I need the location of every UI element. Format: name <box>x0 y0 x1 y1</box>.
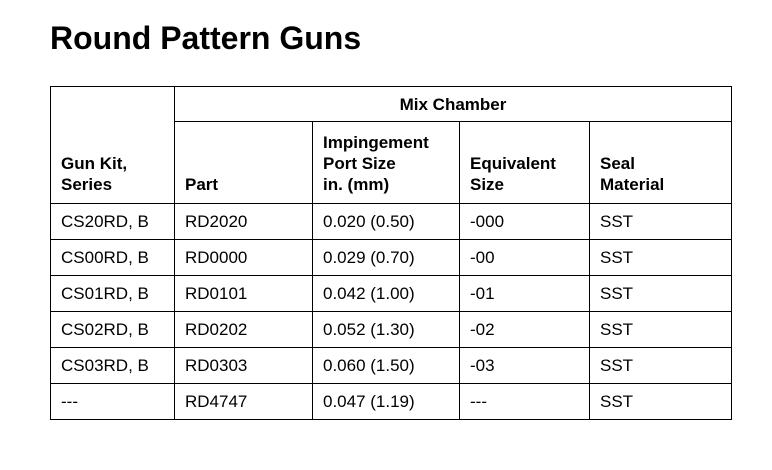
header-gun-kit-line: Gun Kit, <box>61 154 128 173</box>
spec-table <box>50 86 732 420</box>
cell-seal-material: SST <box>590 276 732 312</box>
cell-part: RD0202 <box>175 312 313 348</box>
cell-seal-material: SST <box>590 348 732 384</box>
header-part-line: Part <box>185 175 219 194</box>
table-row <box>51 384 732 420</box>
cell-gun-kit: CS02RD, B <box>51 312 175 348</box>
table-row <box>51 348 732 384</box>
cell-port-size: 0.047 (1.19) <box>313 384 460 420</box>
header-seal-material-line: Material <box>600 175 665 194</box>
cell-gun-kit: CS20RD, B <box>51 204 175 240</box>
header-part <box>175 122 313 204</box>
cell-gun-kit: CS03RD, B <box>51 348 175 384</box>
table-row <box>51 276 732 312</box>
table-row <box>51 312 732 348</box>
header-port-size-line: in. (mm) <box>323 175 390 194</box>
cell-seal-material: SST <box>590 240 732 276</box>
page-title: Round Pattern Guns <box>50 20 362 56</box>
header-mix-chamber: Mix Chamber <box>175 87 732 122</box>
header-port-size-line: Impingement <box>323 133 429 152</box>
cell-port-size: 0.052 (1.30) <box>313 312 460 348</box>
cell-equivalent-size: -00 <box>460 240 590 276</box>
cell-equivalent-size: -000 <box>460 204 590 240</box>
header-gun-kit <box>51 87 175 204</box>
table-row <box>51 204 732 240</box>
cell-gun-kit: --- <box>51 384 175 420</box>
cell-port-size: 0.060 (1.50) <box>313 348 460 384</box>
header-port-size <box>313 122 460 204</box>
cell-equivalent-size: -01 <box>460 276 590 312</box>
table-row <box>51 240 732 276</box>
header-seal-material-line: Seal <box>600 154 635 173</box>
cell-seal-material: SST <box>590 312 732 348</box>
cell-equivalent-size: -03 <box>460 348 590 384</box>
cell-part: RD0000 <box>175 240 313 276</box>
cell-gun-kit: CS00RD, B <box>51 240 175 276</box>
header-port-size-line: Port Size <box>323 154 396 173</box>
cell-seal-material: SST <box>590 384 732 420</box>
cell-part: RD0101 <box>175 276 313 312</box>
cell-part: RD4747 <box>175 384 313 420</box>
cell-port-size: 0.042 (1.00) <box>313 276 460 312</box>
header-gun-kit-line: Series <box>61 175 113 194</box>
header-seal-material <box>590 122 732 204</box>
cell-port-size: 0.020 (0.50) <box>313 204 460 240</box>
cell-port-size: 0.029 (0.70) <box>313 240 460 276</box>
cell-part: RD2020 <box>175 204 313 240</box>
cell-equivalent-size: -02 <box>460 312 590 348</box>
header-equivalent-size <box>460 122 590 204</box>
header-equivalent-size-line: Size <box>470 175 505 194</box>
cell-equivalent-size: --- <box>460 384 590 420</box>
header-equivalent-size-line: Equivalent <box>470 154 556 173</box>
cell-part: RD0303 <box>175 348 313 384</box>
cell-seal-material: SST <box>590 204 732 240</box>
cell-gun-kit: CS01RD, B <box>51 276 175 312</box>
